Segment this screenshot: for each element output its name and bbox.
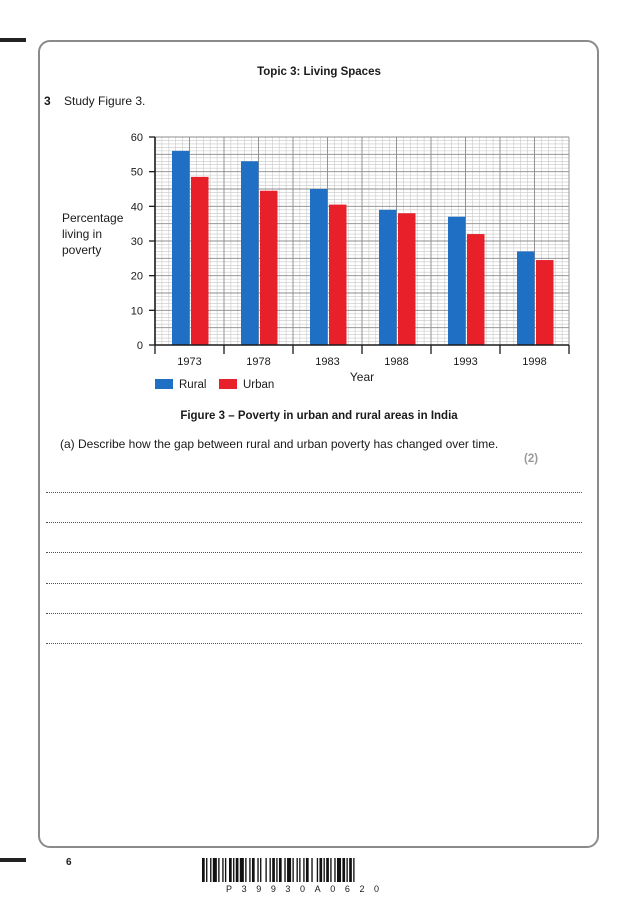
- barcode-bar: [319, 858, 322, 882]
- answer-line-3[interactable]: [46, 552, 582, 553]
- barcode-bar: [225, 858, 226, 882]
- barcode-bar: [287, 858, 291, 882]
- y-axis-label-line-2: living in: [62, 227, 103, 241]
- barcode-bar: [202, 858, 205, 882]
- bar-urban-1973: [191, 177, 209, 345]
- answer-line-5[interactable]: [46, 613, 582, 614]
- barcode-bar: [206, 858, 207, 882]
- y-tick-label-20: 20: [130, 270, 143, 283]
- barcode-bar: [265, 858, 266, 882]
- bar-urban-1988: [398, 213, 416, 345]
- barcode-bar: [210, 858, 211, 882]
- chart-legend: [155, 379, 274, 391]
- bar-rural-1988: [379, 210, 397, 345]
- barcode-bar: [317, 858, 318, 882]
- bar-urban-1998: [536, 260, 554, 345]
- legend-swatch-rural: [155, 379, 173, 389]
- answer-line-2[interactable]: [46, 522, 582, 523]
- barcode-bar: [236, 858, 239, 882]
- barcode-bar: [233, 858, 234, 882]
- barcode-bar: [260, 858, 261, 882]
- figure-caption: Figure 3 – Poverty in urban and rural areas in India: [180, 410, 458, 422]
- answer-line-1[interactable]: [46, 492, 582, 493]
- bar-rural-1973: [172, 151, 190, 345]
- barcode-bar: [292, 858, 293, 882]
- barcode-bar: [303, 858, 304, 882]
- barcode-bar: [330, 858, 331, 882]
- y-tick-label-10: 10: [130, 305, 143, 318]
- barcode-bar: [306, 858, 309, 882]
- x-tick-label-1978: 1978: [246, 356, 271, 368]
- part-a-question: (a) Describe how the gap between rural and urban poverty has changed over time.: [60, 437, 499, 451]
- barcode-bar: [245, 858, 246, 882]
- barcode-bar: [257, 858, 258, 882]
- barcode-bar: [326, 858, 329, 882]
- legend-swatch-urban: [219, 379, 237, 389]
- x-tick-labels: [177, 356, 546, 368]
- margin-mark-bottom: [0, 858, 26, 862]
- page-number: 6: [66, 857, 72, 868]
- legend-label-rural: Rural: [179, 379, 207, 391]
- barcode-bar: [249, 858, 250, 882]
- part-a-marks: (2): [524, 453, 539, 465]
- barcode-bar: [337, 858, 341, 882]
- barcode-bar: [311, 858, 312, 882]
- topic-title: Topic 3: Living Spaces: [257, 66, 381, 78]
- legend-label-urban: Urban: [243, 379, 275, 391]
- barcode-bar: [272, 858, 275, 882]
- chart-axes: [149, 137, 569, 354]
- y-tick-label-0: 0: [136, 340, 143, 352]
- bar-urban-1983: [329, 205, 347, 345]
- barcode-bar: [276, 858, 277, 882]
- x-tick-label-1973: 1973: [177, 356, 202, 368]
- barcode-bar: [346, 858, 347, 882]
- y-tick-label-50: 50: [130, 166, 143, 179]
- y-tick-label-40: 40: [130, 201, 143, 214]
- x-tick-label-1998: 1998: [522, 356, 547, 368]
- y-axis-label-line-3: poverty: [62, 243, 102, 257]
- barcode: [200, 858, 436, 884]
- y-axis-label-line-1: Percentage: [62, 211, 124, 225]
- barcode-bar: [353, 858, 354, 882]
- x-tick-label-1988: 1988: [384, 356, 409, 368]
- barcode-bar: [284, 858, 285, 882]
- answer-line-4[interactable]: [46, 583, 582, 584]
- barcode-bar: [270, 858, 271, 882]
- barcode-bar: [342, 858, 345, 882]
- barcode-bar: [213, 858, 217, 882]
- barcode-bar: [297, 858, 298, 882]
- barcode-text: P39930A0620: [226, 884, 389, 894]
- x-tick-label-1993: 1993: [453, 356, 478, 368]
- barcode-bar: [218, 858, 219, 882]
- barcode-bar: [334, 858, 335, 882]
- bar-rural-1993: [448, 217, 466, 345]
- barcode-bar: [229, 858, 232, 882]
- barcode-bar: [279, 858, 282, 882]
- question-number: 3: [44, 94, 51, 108]
- x-axis-label: Year: [349, 370, 375, 384]
- y-tick-label-30: 30: [130, 236, 143, 248]
- y-tick-label-60: 60: [130, 132, 143, 144]
- bar-rural-1998: [517, 251, 535, 345]
- bar-urban-1978: [260, 191, 278, 345]
- question-text: Study Figure 3.: [64, 94, 146, 108]
- barcode-bar: [349, 858, 352, 882]
- barcode-bar: [324, 858, 325, 882]
- barcode-bar: [252, 858, 255, 882]
- bar-rural-1983: [310, 189, 328, 345]
- barcode-bar: [240, 858, 244, 882]
- bar-rural-1978: [241, 161, 259, 345]
- y-tick-labels: [131, 132, 143, 352]
- barcode-bar: [222, 858, 223, 882]
- x-tick-label-1983: 1983: [315, 356, 340, 368]
- barcode-bar: [299, 858, 300, 882]
- answer-line-6[interactable]: [46, 643, 582, 644]
- bar-urban-1993: [467, 234, 485, 345]
- bar-chart: [0, 0, 638, 400]
